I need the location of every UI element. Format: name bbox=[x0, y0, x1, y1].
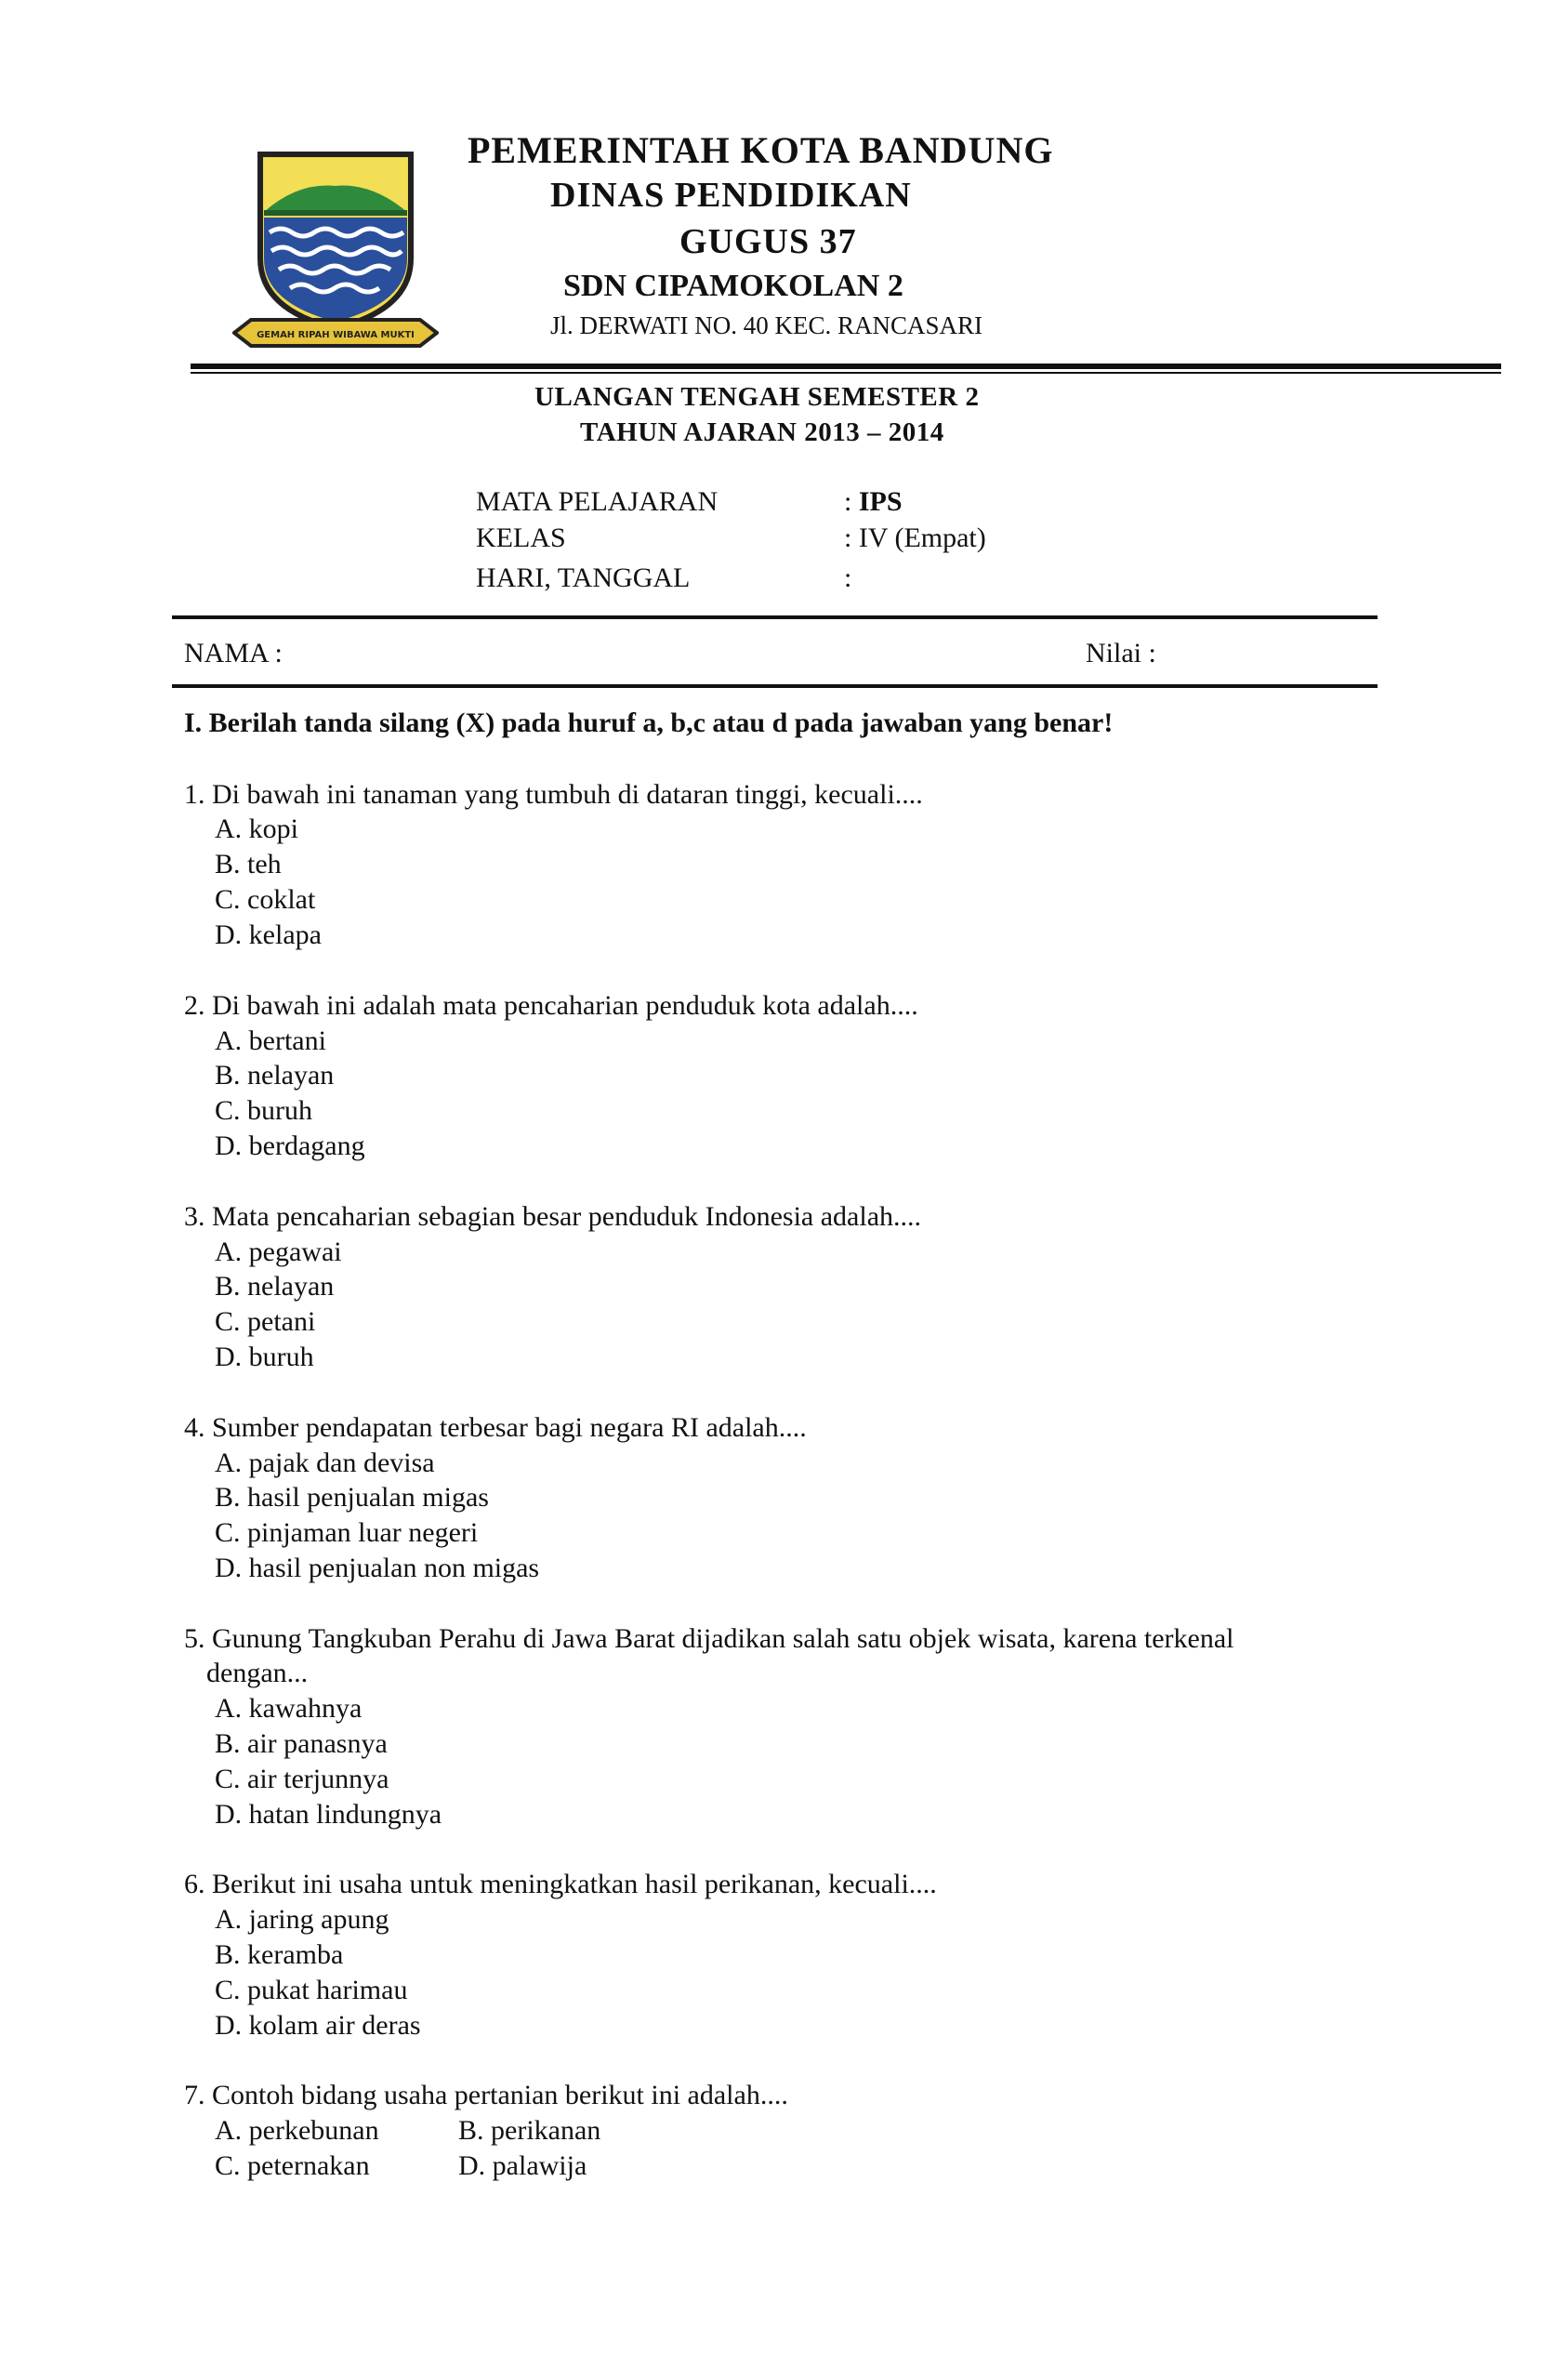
logo-motto: GEMAH RIPAH WIBAWA MUKTI bbox=[257, 330, 415, 340]
option-6c: C. pukat harimau bbox=[215, 1975, 408, 2005]
option-1a: A. kopi bbox=[215, 813, 298, 844]
option-7a: A. perkebunan bbox=[215, 2115, 379, 2146]
option-3c: C. petani bbox=[215, 1306, 316, 1337]
name-label: NAMA : bbox=[184, 638, 283, 668]
exam-year: TAHUN AJARAN 2013 – 2014 bbox=[580, 417, 944, 447]
option-3b: B. nelayan bbox=[215, 1271, 335, 1302]
name-row-bottom-line bbox=[172, 684, 1378, 688]
class-label: KELAS bbox=[476, 522, 566, 553]
header-line-2: DINAS PENDIDIKAN bbox=[550, 176, 912, 215]
question-5: 5. Gunung Tangkuban Perahu di Jawa Barat dijadikan salah satu objek wisata, karena terkenal bbox=[184, 1623, 1234, 1654]
name-row-top-line bbox=[172, 615, 1378, 619]
city-coat-of-arms-logo bbox=[232, 147, 439, 351]
option-1d: D. kelapa bbox=[215, 919, 322, 950]
date-value: : bbox=[844, 562, 852, 593]
option-6a: A. jaring apung bbox=[215, 1904, 389, 1935]
question-7: 7. Contoh bidang usaha pertanian berikut ini adalah.... bbox=[184, 2080, 788, 2110]
score-label: Nilai : bbox=[1086, 638, 1156, 668]
date-label: HARI, TANGGAL bbox=[476, 562, 691, 593]
option-5b: B. air panasnya bbox=[215, 1728, 388, 1759]
option-7d: D. palawija bbox=[458, 2150, 587, 2181]
header-line-1: PEMERINTAH KOTA BANDUNG bbox=[468, 129, 1054, 171]
question-4: 4. Sumber pendapatan terbesar bagi negara RI adalah.... bbox=[184, 1412, 807, 1443]
school-address: Jl. DERWATI NO. 40 KEC. RANCASARI bbox=[550, 311, 983, 339]
header-divider-thin bbox=[191, 372, 1501, 374]
option-3a: A. pegawai bbox=[215, 1236, 342, 1267]
subject-label: MATA PELAJARAN bbox=[476, 486, 719, 517]
option-6d: D. kolam air deras bbox=[215, 2010, 421, 2041]
option-5a: A. kawahnya bbox=[215, 1693, 363, 1724]
option-1b: B. teh bbox=[215, 849, 282, 879]
class-value: : IV (Empat) bbox=[844, 522, 986, 553]
school-name: SDN CIPAMOKOLAN 2 bbox=[563, 269, 903, 303]
option-1c: C. coklat bbox=[215, 884, 316, 915]
option-2c: C. buruh bbox=[215, 1095, 312, 1126]
header-divider-thick bbox=[191, 364, 1501, 369]
option-7c: C. peternakan bbox=[215, 2150, 370, 2181]
option-4a: A. pajak dan devisa bbox=[215, 1448, 435, 1478]
option-5d: D. hatan lindungnya bbox=[215, 1799, 442, 1830]
question-3: 3. Mata pencaharian sebagian besar penduduk Indonesia adalah.... bbox=[184, 1201, 922, 1232]
option-5c: C. air terjunnya bbox=[215, 1764, 389, 1794]
option-7b: B. perikanan bbox=[458, 2115, 601, 2146]
option-2b: B. nelayan bbox=[215, 1060, 335, 1091]
question-2: 2. Di bawah ini adalah mata pencaharian penduduk kota adalah.... bbox=[184, 990, 918, 1021]
question-5-cont: dengan... bbox=[206, 1658, 309, 1688]
exam-title: ULANGAN TENGAH SEMESTER 2 bbox=[534, 382, 980, 412]
option-2d: D. berdagang bbox=[215, 1130, 365, 1161]
option-4b: B. hasil penjualan migas bbox=[215, 1482, 489, 1513]
option-6b: B. keramba bbox=[215, 1939, 344, 1970]
header-line-3: GUGUS 37 bbox=[679, 222, 857, 261]
question-6: 6. Berikut ini usaha untuk meningkatkan hasil perikanan, kecuali.... bbox=[184, 1869, 937, 1899]
instruction: I. Berilah tanda silang (X) pada huruf a, b,c atau d pada jawaban yang benar! bbox=[184, 707, 1114, 738]
option-4d: D. hasil penjualan non migas bbox=[215, 1553, 540, 1583]
option-2a: A. bertani bbox=[215, 1025, 326, 1056]
option-4c: C. pinjaman luar negeri bbox=[215, 1517, 479, 1548]
option-3d: D. buruh bbox=[215, 1342, 314, 1372]
subject-value: : IPS bbox=[844, 486, 903, 517]
question-1: 1. Di bawah ini tanaman yang tumbuh di dataran tinggi, kecuali.... bbox=[184, 779, 923, 810]
